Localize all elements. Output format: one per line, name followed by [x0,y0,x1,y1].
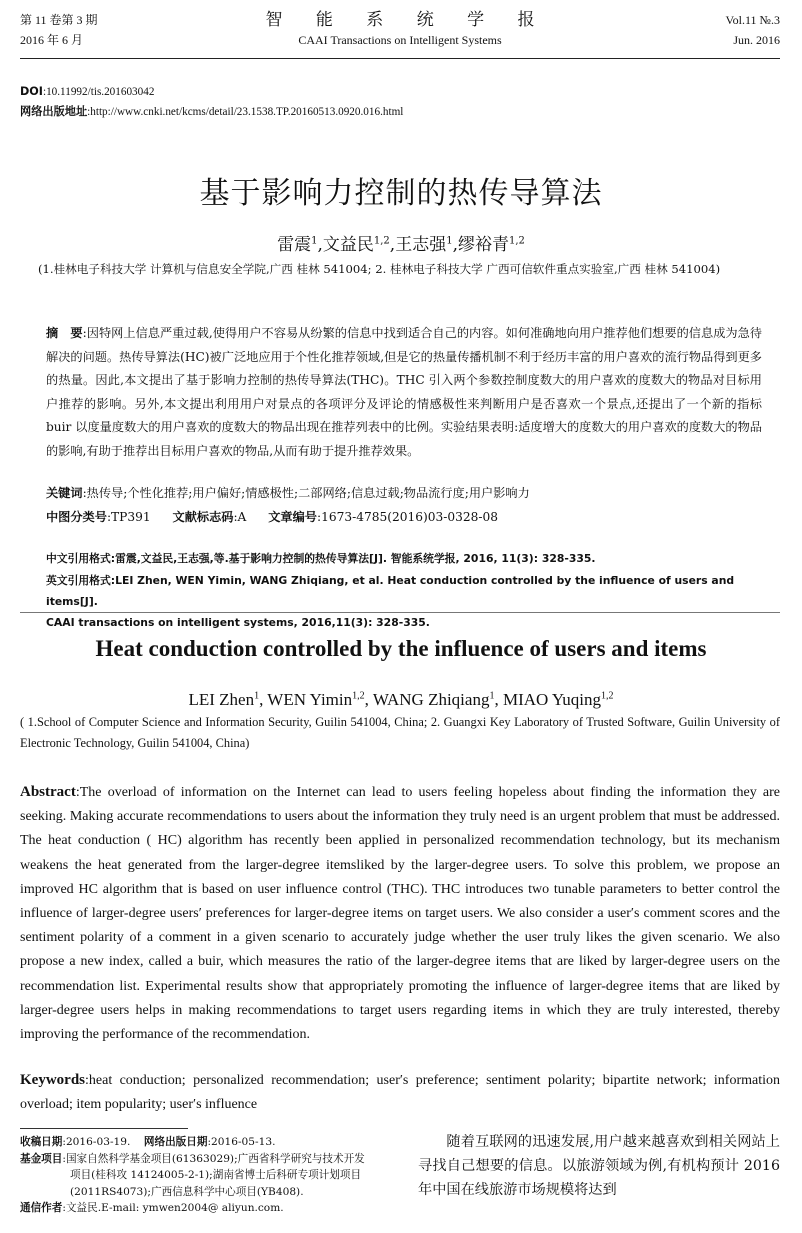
corr-value[interactable]: :文益民.E-mail: ymwen2004@ aliyun.com. [62,1202,284,1214]
authors-cn: 雷震$^1$,文益民$^{1,2}$,王志强$^1$,缪裕青$^{1,2}$ [277,235,525,255]
title-cn: 基于影响力控制的热传导算法 [199,176,603,211]
author-sup: 1 [254,690,260,702]
citation-en-line1: 英文引用格式:LEI Zhen, WEN Yimin, WANG Zhiqiang, et al. Heat conduction controlled by the influence of users and items[J]. [46,574,735,608]
article-no-label: 文章编号 [268,510,317,524]
footnote [20,1134,404,1217]
author-sup: 1 [311,235,318,247]
url-line [20,102,403,122]
header-rule [20,58,780,59]
authors-en: LEI Zhen$^1$, WEN Yimin$^{1,2}$, WANG Zhiqiang$^1$, MIAO Yuqing$^{1,2}$ [188,690,614,709]
received-label: 收稿日期 [20,1136,63,1148]
clc-label: 中图分类号 [46,510,107,524]
abstract-en [20,780,780,1047]
abstract-cn [46,322,762,463]
volume-cn: 第 11 卷第 3 期 [20,13,98,27]
title-en: Heat conduction controlled by the influence of users and items [95,636,707,661]
volume-en: Vol.11 №.3 [725,13,780,27]
keywords-en-label: Keywords [20,1072,85,1088]
doi-value[interactable]: :10.11992/tis.201603042 [42,86,155,98]
corr-label: 通信作者 [20,1202,63,1214]
abstract-en-label: Abstract [20,784,76,800]
author-name: 王志强 [395,235,447,255]
citation-en [46,570,762,633]
footnote-rule [20,1128,188,1129]
author-name: WEN Yimin [267,690,353,709]
fund-label: 基金项目 [20,1152,63,1165]
keywords-en-text: :heat conduction; personalized recommendation; user′s preference; sentiment polarity; bipartite network; information overload; item popularity; user′s influence [20,1073,780,1112]
section-divider [20,612,780,613]
affiliation-cn: (1.桂林电子科技大学 计算机与信息安全学院,广西 桂林 541004; 2. 桂林电子科技大学 广西可信软件重点实验室,广西 桂林 541004) [38,262,721,276]
clc-value: :TP391 [106,510,151,524]
dates-line [20,1134,404,1151]
article-no-value: :1673-4785(2016)03-0328-08 [317,510,499,524]
date-cn: 2016 年 6 月 [20,33,84,47]
keywords-cn-label: 关键词 [46,486,83,500]
author-sup: 1 [446,235,453,247]
citation-cn: 中文引用格式:雷震,文益民,王志强,等.基于影响力控制的热传导算法[J]. 智能系统学报, 2016, 11(3): 328-335. [46,552,596,565]
author-name: 缪裕青 [457,235,509,255]
keywords-cn [46,482,762,505]
abstract-en-text: :The overload of information on the Internet can lead to users feeling hopeless about finding the information they are seeking. Making accurate recommendations to users about the information they truly need is an urgent problem that must be addressed. The heat conduction ( HC) algorithm has recently been applied in personalized recommendation technology, but its mechanism weakens the heat generated from the larger-degree itemsliked by the larger-degree users. To solve this problem, we propose an improved HC algorithm that is based on user influence control (THC). THC introduces two tunable parameters to better control the influence of larger-degree users′ preferences for larger-degree items on target users. We also consider a user′s comment scores and the sentiment polarity of a comment in a given scenario to accurately judge whether the user truly likes the given scenario. We also propose a new index, called a buir, which measures the ratio of the larger-degree items that are liked by larger-degree users on the recommendation list. Experimental results show that appropriately promoting the influence of larger-degree items that are liked by larger-degree users helps in making recommendations to target users regarding items in which they are truly interested, thereby improving the performance of the recommendation. [20,785,780,1043]
author-name: 雷震 [277,235,312,255]
fund-text: :国家自然科学基金项目(61363029);广西省科学研究与技术开发 [62,1152,365,1165]
author-name: 文益民 [322,235,374,255]
fund-text-cont: (2011RS4073);广西信息科学中心项目(YB408). [70,1185,304,1198]
citation-en-line2: CAAI transactions on intelligent systems, 2016,11(3): 328-335. [46,616,430,629]
author-name: WANG Zhiqiang [372,690,490,709]
received-value: :2016-03-19. [62,1136,131,1148]
fund-text-cont: 项目(桂科攻 14124005-2-1);湖南省博士后科研专项计划项目 [70,1169,362,1181]
url-value[interactable]: :http://www.cnki.net/kcms/detail/23.1538.TP.20160513.0920.016.html [87,106,404,118]
date-en: Jun. 2016 [733,33,780,47]
header-right [726,10,780,50]
author-name: MIAO Yuqing [502,690,602,709]
keywords-en [20,1068,780,1117]
body-paragraph: 随着互联网的迅速发展,用户越来越喜欢到相关网站上寻找自己想要的信息。以旅游领域为例,有机构预计 2016 年中国在线旅游市场规模将达到 [418,1134,780,1198]
classification-cn [46,506,762,529]
author-sup: 1,2 [601,690,614,702]
fund-line [20,1151,404,1168]
author-name: LEI Zhen [188,690,255,709]
author-sup: 1 [489,690,495,702]
header-center [20,10,780,50]
abstract-cn-label: 摘 要 [46,326,83,340]
doc-code-label: 文献标志码 [172,510,234,524]
online-value: :2016-05-13. [207,1136,276,1148]
publication-meta [20,82,403,122]
author-sup: 1,2 [508,235,525,247]
journal-name-en: CAAI Transactions on Intelligent Systems [298,33,502,47]
affiliation-en: ( 1.School of Computer Science and Information Security, Guilin 541004, China; 2. Guangxi Key Laboratory of Trusted Software, Guilin University of Electronic Technology, Guilin 541004, China) [20,715,780,750]
running-header [20,10,780,60]
journal-name-cn: 智 能 系 统 学 报 [265,10,549,30]
doi-label: DOI [20,85,43,98]
abstract-cn-text: :因特网上信息严重过载,使得用户不容易从纷繁的信息中找到适合自己的内容。如何准确地向用户推荐他们想要的信息成为急待解决的问题。热传导算法(HC)被广泛地应用于个性化推荐领域,但是它的热量传播机制不利于经历丰富的用户喜欢的流行物品得到更多的热量。因此,本文提出了基于影响力控制的热传导算法(THC)。THC 引入两个参数控制度数大的用户喜欢的度数大的物品对目标用户推荐的影响。另外,本文提出利用用户对景点的各项评分及评论的情感极性来判断用户是否喜欢一个景点,还提出了一个新的指标 buir 以度量度数大的用户喜欢的度数大的物品出现在推荐列表中的比例。实验结果表明:适度增大的度数大的用户喜欢的度数大的物品的影响,有助于推荐出目标用户喜欢的物品,从而有助于提升推荐效果。 [46,326,762,458]
online-label: 网络出版日期 [143,1136,208,1148]
author-sup: 1,2 [373,235,390,247]
keywords-cn-text: :热传导;个性化推荐;用户偏好;情感极性;二部网络;信息过载;物品流行度;用户影响力 [82,486,530,500]
corresponding-line [20,1200,404,1217]
author-sup: 1,2 [352,690,365,702]
doc-code-value: :A [233,510,247,524]
url-label: 网络出版地址 [20,105,88,118]
doi-line [20,82,403,102]
